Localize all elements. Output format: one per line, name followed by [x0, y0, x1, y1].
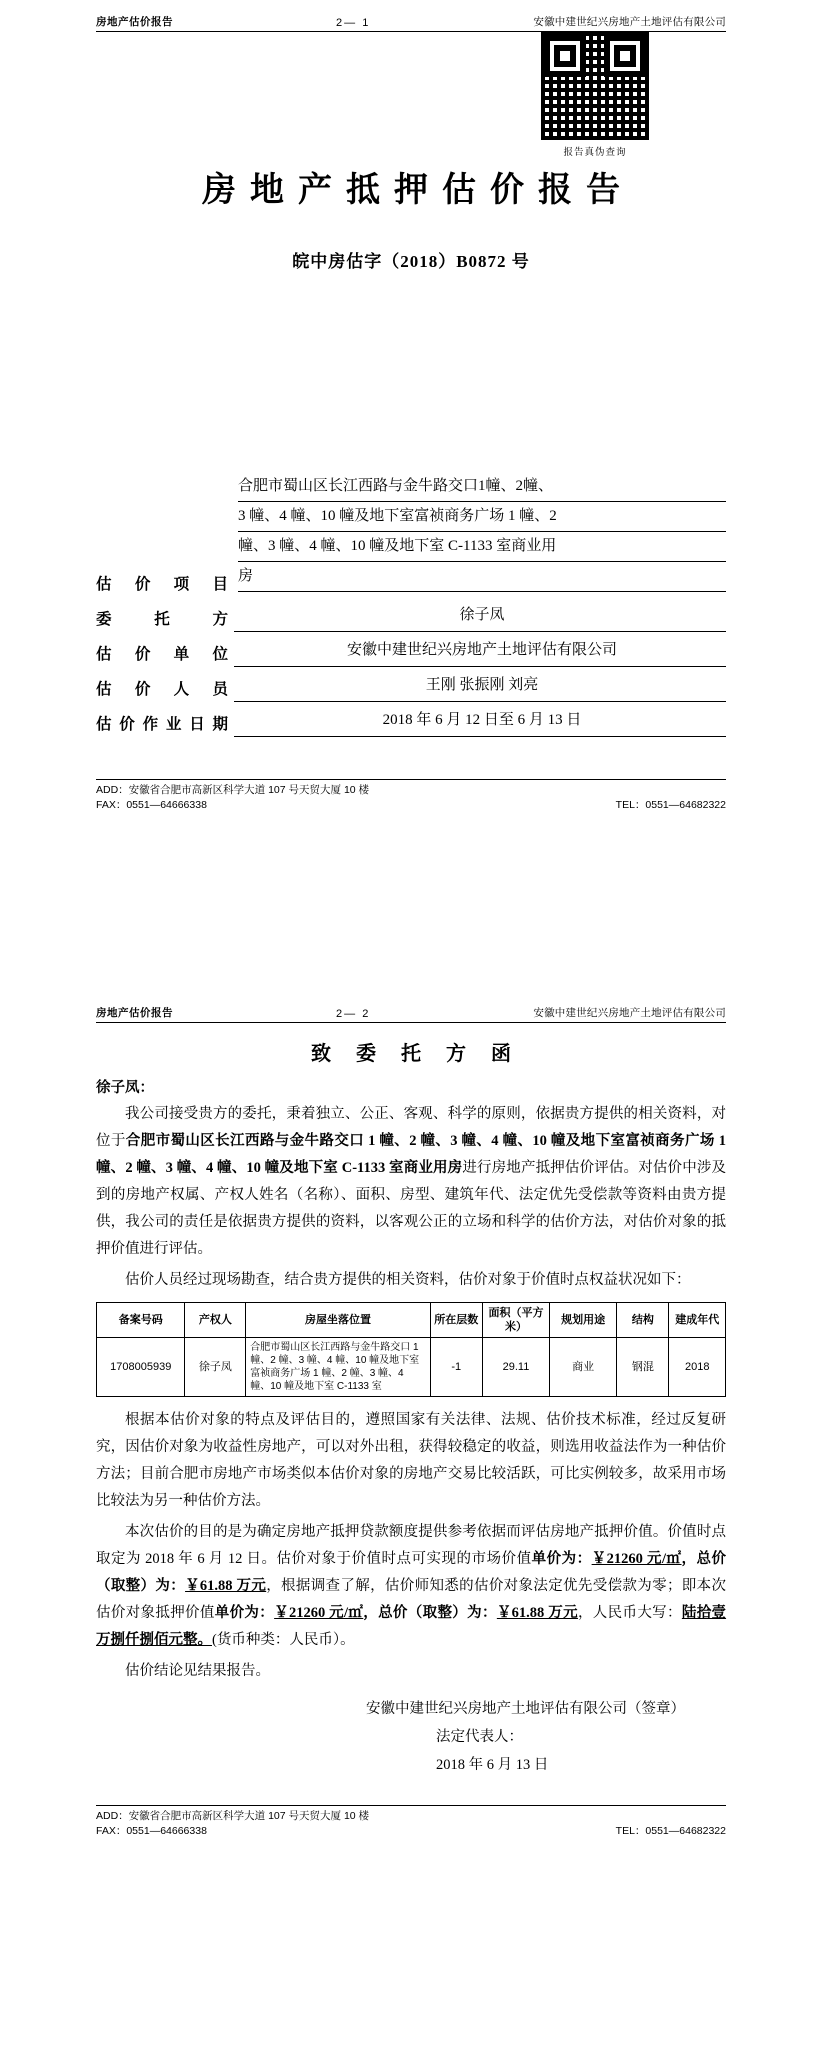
p4-segment-f: ：	[259, 1605, 275, 1621]
letter-paragraph-2: 估价人员经过现场勘查，结合贵方提供的相关资料，估价对象于价值时点权益状况如下：	[125, 1272, 691, 1288]
cell-year: 2018	[669, 1338, 726, 1397]
field-work-date-label: 估价作业日期	[96, 716, 228, 733]
qr-code-icon[interactable]	[541, 32, 649, 140]
col-address: 房屋坐落位置	[246, 1303, 430, 1338]
running-header-company-2: 安徽中建世纪兴房地产土地评估有限公司	[533, 1007, 726, 1019]
letter-paragraph-1	[96, 1101, 726, 1263]
p4-unit-price-label-2: 单价为	[214, 1605, 260, 1621]
page-title: 房地产抵押估价报告	[202, 172, 634, 209]
col-floor: 所在层数	[430, 1303, 482, 1338]
running-header-page-number-2: 2— 2	[336, 1008, 371, 1020]
field-work-date	[96, 706, 726, 737]
footer-fax: FAX：0551—64666338	[96, 799, 207, 811]
p4-segment-c: ，	[681, 1551, 697, 1567]
signature-company: 安徽中建世纪兴房地产土地评估有限公司（签章）	[366, 1701, 685, 1717]
p1-segment-c: 进行房地产抵押估价评估。对估价中涉及到的房地产权属、产权人姓名（名称）、面积、房型、建筑年代、法定优先受偿款等资料由贵方提供，我公司的责任是依据贵方提供的资料，以客观公正的立场和科学的估价方法，对估价对象的抵押价值进行评估。	[96, 1160, 727, 1257]
field-appraisal-company	[96, 636, 726, 667]
cell-use: 商业	[550, 1338, 617, 1397]
running-header-page1	[96, 14, 726, 32]
p4-unit-price-label: 单价	[531, 1551, 562, 1567]
cell-floor: -1	[430, 1338, 482, 1397]
p4-segment-b: 为：	[561, 1551, 592, 1567]
p4-segment-a: 本次估价的目的是为确定房地产抵押贷款额度提供参考依据而评估房地产抵押价值。价值时点取定为 2018 年 6 月 12 日。估价对象于价值时点可实现的市场价值	[96, 1524, 726, 1567]
cell-area: 29.11	[482, 1338, 549, 1397]
letter-paragraph-3: 根据本估价对象的特点及评估目的，遵照国家有关法律、法规、估价技术标准，经过反复研究，因估价对象为收益性房地产，可以对外出租，获得较稳定的收益，则选用收益法作为一种估价方法；目前合肥市房地产市场类似本估价对象的房地产交易比较活跃，可比实例较多，故采用市场比较法为另一种估价方法。	[96, 1412, 726, 1509]
col-owner: 产权人	[185, 1303, 246, 1338]
p4-segment-j: (货币种类：人民币）。	[212, 1632, 355, 1648]
field-appraisers-value: 王刚 张振刚 刘亮	[234, 671, 726, 702]
col-structure: 结构	[617, 1303, 669, 1338]
p4-amount-in-words: 陆拾壹万捌仟捌佰元整。	[96, 1605, 727, 1648]
p4-total-price-label-2: 总价（取整）为	[378, 1605, 482, 1621]
field-project-value	[234, 472, 726, 597]
cell-record-no: 1708005939	[97, 1338, 185, 1397]
field-work-date-value: 2018 年 6 月 12 日至 6 月 13 日	[234, 706, 726, 737]
signature-date: 2018 年 6 月 13 日	[436, 1757, 549, 1773]
p4-segment-g: ，	[363, 1605, 379, 1621]
field-project-line-3: 幢、3 幢、4 幢、10 幢及地下室 C-1133 室商业用	[238, 534, 726, 562]
p1-segment-b: 相关资料，对位于	[96, 1106, 726, 1149]
running-header-left: 房地产估价报告	[96, 16, 173, 28]
field-client	[96, 601, 726, 632]
p4-total-price-value: ￥61.88 万元	[185, 1578, 267, 1594]
qr-block	[530, 32, 660, 158]
field-appraisers	[96, 671, 726, 702]
p4-unit-price-value: ￥21260 元/㎡	[591, 1551, 682, 1567]
p4-segment-e: ，根据调查了解，估价师知悉的估价对象法定优先受偿款为零；即本次估价对象抵押价值	[96, 1578, 726, 1621]
col-year: 建成年代	[669, 1303, 726, 1338]
letter-title: 致 委 托 方 函	[311, 1043, 521, 1065]
letter-sheet	[96, 1005, 726, 1839]
footer-address: ADD：安徽省合肥市高新区科学大道 107 号天贸大厦 10 楼	[96, 784, 370, 796]
property-table	[96, 1302, 726, 1397]
p4-unit-price-value-2: ￥21260 元/㎡	[274, 1605, 364, 1621]
col-area: 面积（平方米）	[482, 1303, 549, 1338]
footer-tel-2: TEL：0551—64682322	[615, 1825, 726, 1837]
letter-paragraph-4	[96, 1519, 726, 1654]
report-code: 皖中房估字（2018）B0872 号	[292, 252, 530, 271]
field-project-label: 估价项目	[96, 576, 228, 593]
signature-legal-rep: 法定代表人：	[436, 1729, 523, 1745]
footer-fax-2: FAX：0551—64666338	[96, 1825, 207, 1837]
letter-paragraph-5: 估价结论见结果报告。	[125, 1663, 270, 1679]
footer-tel: TEL：0551—64682322	[615, 799, 726, 811]
p4-segment-h: ：	[482, 1605, 497, 1621]
field-appraisal-company-value: 安徽中建世纪兴房地产土地评估有限公司	[234, 636, 726, 667]
field-appraisers-label: 估价人员	[96, 681, 228, 698]
col-use: 规划用途	[550, 1303, 617, 1338]
footer-page1	[96, 779, 726, 813]
table-header-row	[97, 1303, 726, 1338]
field-appraisal-company-label: 估价单位	[96, 646, 228, 663]
cell-structure: 钢混	[617, 1338, 669, 1397]
p4-total-price-label: 总价（取整）为	[96, 1551, 727, 1594]
running-header-left-2: 房地产估价报告	[96, 1007, 173, 1019]
footer-page2	[96, 1805, 726, 1839]
running-header-company: 安徽中建世纪兴房地产土地评估有限公司	[533, 16, 726, 28]
footer-address-2: ADD：安徽省合肥市高新区科学大道 107 号天贸大厦 10 楼	[96, 1810, 370, 1822]
p1-segment-a: 我公司接受贵方的委托，秉着独立、公正、客观、科学的原则，依据贵方提供的	[125, 1106, 639, 1122]
signature-block	[96, 1695, 726, 1779]
field-project-line-1: 合肥市蜀山区长江西路与金牛路交口1幢、2幢、	[238, 474, 726, 502]
letter-salutation: 徐子凤：	[96, 1080, 154, 1096]
p4-segment-i: ，人民币大写：	[577, 1605, 682, 1621]
cell-owner: 徐子凤	[185, 1338, 246, 1397]
p1-property-bold: 合肥市蜀山区长江西路与金牛路交口 1 幢、2 幢、3 幢、4 幢、10 幢及地下室富祯商务广场 1 幢、2 幢、3 幢、4 幢、10 幢及地下室 C-1133 室商业用房	[96, 1133, 727, 1176]
running-header-page-number: 2— 1	[336, 17, 371, 29]
field-project	[96, 472, 726, 597]
running-header-page2	[96, 1005, 726, 1023]
field-project-line-2: 3 幢、4 幢、10 幢及地下室富祯商务广场 1 幢、2	[238, 504, 726, 532]
col-record-no: 备案号码	[97, 1303, 185, 1338]
field-client-label: 委托方	[96, 611, 228, 628]
qr-caption: 报告真伪查询	[563, 147, 627, 158]
p4-total-price-value-2: ￥61.88 万元	[496, 1605, 578, 1621]
p4-segment-d: ：	[170, 1578, 186, 1594]
field-client-value: 徐子凤	[234, 601, 726, 632]
field-project-line-4: 房	[238, 564, 726, 592]
table-row	[97, 1338, 726, 1397]
cell-address: 合肥市蜀山区长江西路与金牛路交口 1 幢、2 幢、3 幢、4 幢、10 幢及地下室富祯商务广场 1 幢、2 幢、3 幢、4 幢、10 幢及地下室 C-1133 室	[246, 1338, 430, 1397]
cover-fields	[96, 472, 726, 737]
